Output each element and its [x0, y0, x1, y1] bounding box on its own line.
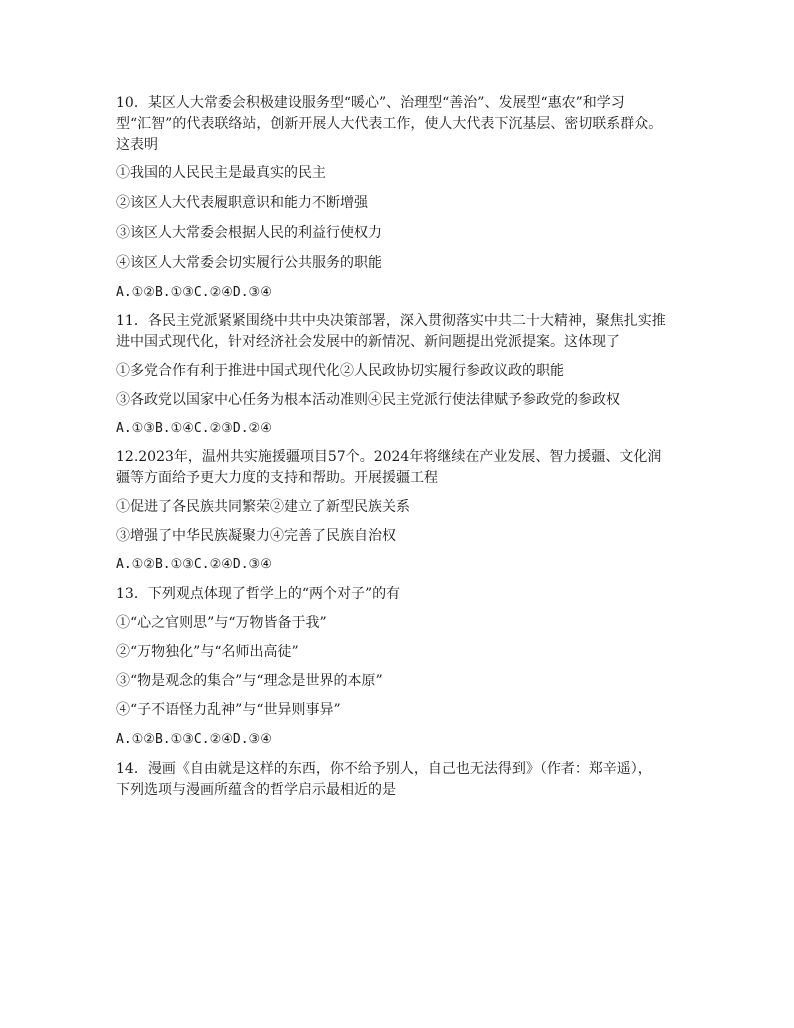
- question-10-stem-line-2: 型“汇智”的代表联络站，创新开展人大代表工作，使人大代表下沉基层、密切联系群众。: [116, 116, 663, 132]
- question-10-option-2: ②该区人大代表履职意识和能力不断增强: [116, 195, 368, 211]
- question-13-choices: A.①②B.①③C.②④D.③④: [116, 732, 272, 747]
- question-10-choices: A.①②B.①③C.②④D.③④: [116, 285, 272, 300]
- question-12-stem-line-1: 12.2023年，温州共实施援疆项目57个。2024年将继续在产业发展、智力援疆、文化润: [116, 449, 662, 465]
- question-12-stem-line-2: 疆等方面给予更大力度的支持和帮助。开展援疆工程: [116, 470, 438, 486]
- question-10-stem-line-3: 这表明: [116, 137, 158, 153]
- question-14-stem-line-1: 14．漫画《自由就是这样的东西，你不给予别人，自己也无法得到》（作者：郑辛遥），: [116, 761, 652, 777]
- question-13-stem-line-1: 13．下列观点体现了哲学上的“两个对子”的有: [116, 586, 401, 602]
- question-11-stem-line-1: 11．各民主党派紧紧围绕中共中央决策部署，深入贯彻落实中共二十大精神，聚焦扎实推: [116, 313, 666, 329]
- question-12-option-line-1: ①促进了各民族共同繁荣②建立了新型民族关系: [116, 499, 410, 515]
- question-12-option-line-2: ③增强了中华民族凝聚力④完善了民族自治权: [116, 528, 396, 544]
- question-13-option-4: ④“子不语怪力乱神”与“世异则事异”: [116, 702, 341, 718]
- question-13-option-3: ③“物是观念的集合”与“理念是世界的本原”: [116, 673, 383, 689]
- question-10-option-1: ①我国的人民民主是最真实的民主: [116, 165, 326, 181]
- question-10-option-4: ④该区人大常委会切实履行公共服务的职能: [116, 255, 382, 271]
- question-12-choices: A.①②B.①③C.②④D.③④: [116, 557, 272, 572]
- question-14-stem-line-2: 下列选项与漫画所蕴含的哲学启示最相近的是: [116, 782, 396, 798]
- question-10-option-3: ③该区人大常委会根据人民的利益行使权力: [116, 225, 382, 241]
- question-11-stem-line-2: 进中国式现代化，针对经济社会发展中的新情况、新问题提出党派提案。这体现了: [116, 334, 620, 350]
- question-11-option-line-1: ①多党合作有利于推进中国式现代化②人民政协切实履行参政议政的职能: [116, 363, 564, 379]
- question-13-option-2: ②“万物独化”与“名师出高徒”: [116, 644, 299, 660]
- question-11-choices: A.①③B.①④C.②③D.②④: [116, 421, 272, 436]
- question-10-stem-line-1: 10．某区人大常委会积极建设服务型“暖心”、治理型“善治”、发展型“惠农”和学习: [116, 95, 625, 111]
- question-13-option-1: ①“心之官则思”与“万物皆备于我”: [116, 615, 327, 631]
- question-11-option-line-2: ③各政党以国家中心任务为根本活动准则④民主党派行使法律赋予参政党的参政权: [116, 392, 620, 408]
